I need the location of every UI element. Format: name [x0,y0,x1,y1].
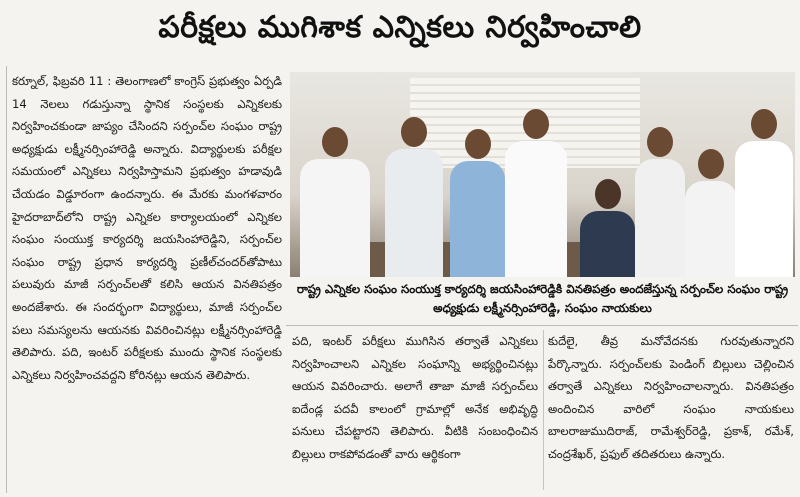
headline: పరీక్షలు ముగిశాక ఎన్నికలు నిర్వహించాలి [158,10,642,45]
column-divider [543,330,544,490]
photo-caption: రాష్ట్ర ఎన్నికల సంఘం సంయుక్త కార్యదర్శి జయసింహారెడ్డికి వినతిపత్రం అందజేస్తున్న సర్పంచ్‌ల సంఘం రాష్ట్ర అధ్యక్షుడు లక్ష్మీనర్సింహారెడ్డి, సంఘం నాయకులు [296,282,789,315]
left-column-text: కర్నూల్, ఫిబ్రవరి 11 : తెలంగాణలో కాంగ్రెస్ ప్రభుత్వం ఏర్పడి 14 నెలలు గడుస్తున్నా స్థానిక సంస్థలకు ఎన్నికలకు నిర్వహించకుండా జాప్యం చేసిందని సర్పంచ్‌ల సంఘం రాష్ట్ర అధ్యక్షుడు లక్ష్మీనర్సింహారెడ్డి అన్నారు. విద్యార్థులకు పరీక్షల సమయంలో ఎన్నికలు నిర్వహిస్తామని ప్రభుత్వం హడావుడి చేయడం విడ్డూరంగా ఉందన్నారు. ఈ మేరకు మంగళవారం హైదరాబాద్‌లోని రాష్ట్ర ఎన్నికల కార్యాలయంలో ఎన్నికల సంఘం సంయుక్త కార్యదర్శి జయసింహారెడ్డిని, సర్పంచ్‌ల సంఘం రాష్ట్ర ప్రధాన కార్యదర్శి ప్రణీల్‌చందర్‌తోపాటు పలువురు మాజీ సర్పంచ్‌లతో కలిసి ఆయన వినతిపత్రం అందజేశారు. ఈ సందర్భంగా విద్యార్థులు, మాజీ సర్పంచ్‌ల పలు సమస్యలను ఆయనకు వివరించినట్లు లక్ష్మీనర్సింహారెడ్డి తెలిపారు. పది, ఇంటర్ పరీక్షలకు ముందు స్థానిక సంస్థలకు ఎన్నికలు నిర్వహించవద్దని కోరినట్లు ఆయన తెలిపారు. [12,74,282,382]
person-figure [635,127,685,277]
person-figure [580,179,635,277]
person-figure [505,109,567,277]
person-figure [450,129,505,277]
news-photo [290,72,795,277]
left-rule [6,66,7,493]
person-figure [385,117,443,277]
right-column-text: కుదేలై, తీవ్ర మనోవేదనకు గురవుతున్నారని పేర్కొన్నారు. సర్పంచ్‌లకు పెండింగ్ బిల్లులు చెల్లించిన తర్వాతే ఎన్నికలు నిర్వహించాలన్నారు. వినతిపత్రం అందించిన వారిలో సంఘం నాయకులు బాలరాజుముదిరాజ్, రామేశ్వర్‌రెడ్డి, ప్రకాశ్, రమేశ్, చంద్రశేఖర్, ప్రఫుల్ తదితరులు ఉన్నారు. [548,334,794,461]
person-figure [300,127,370,277]
person-figure [735,109,793,277]
left-column [12,70,282,490]
person-figure [685,149,737,277]
right-column [548,330,794,490]
middle-column [292,330,538,490]
middle-column-text: పది, ఇంటర్ పరీక్షలు ముగిసిన తర్వాతే ఎన్నికలు నిర్వహించాలని ఎన్నికల సంఘాన్ని అభ్యర్థించినట్లు ఆయన వివరించారు. అలాగే తాజా మాజీ సర్పంచ్‌లు ఐదేండ్ల పదవీ కాలంలో గ్రామాల్లో అనేక అభివృద్ధి పనులు చేపట్టారని తెలిపారు. వీటికి సంబంధించిన బిల్లులు రాకపోవడంతో వారు ఆర్థికంగా [292,334,538,461]
section-divider [286,325,798,326]
